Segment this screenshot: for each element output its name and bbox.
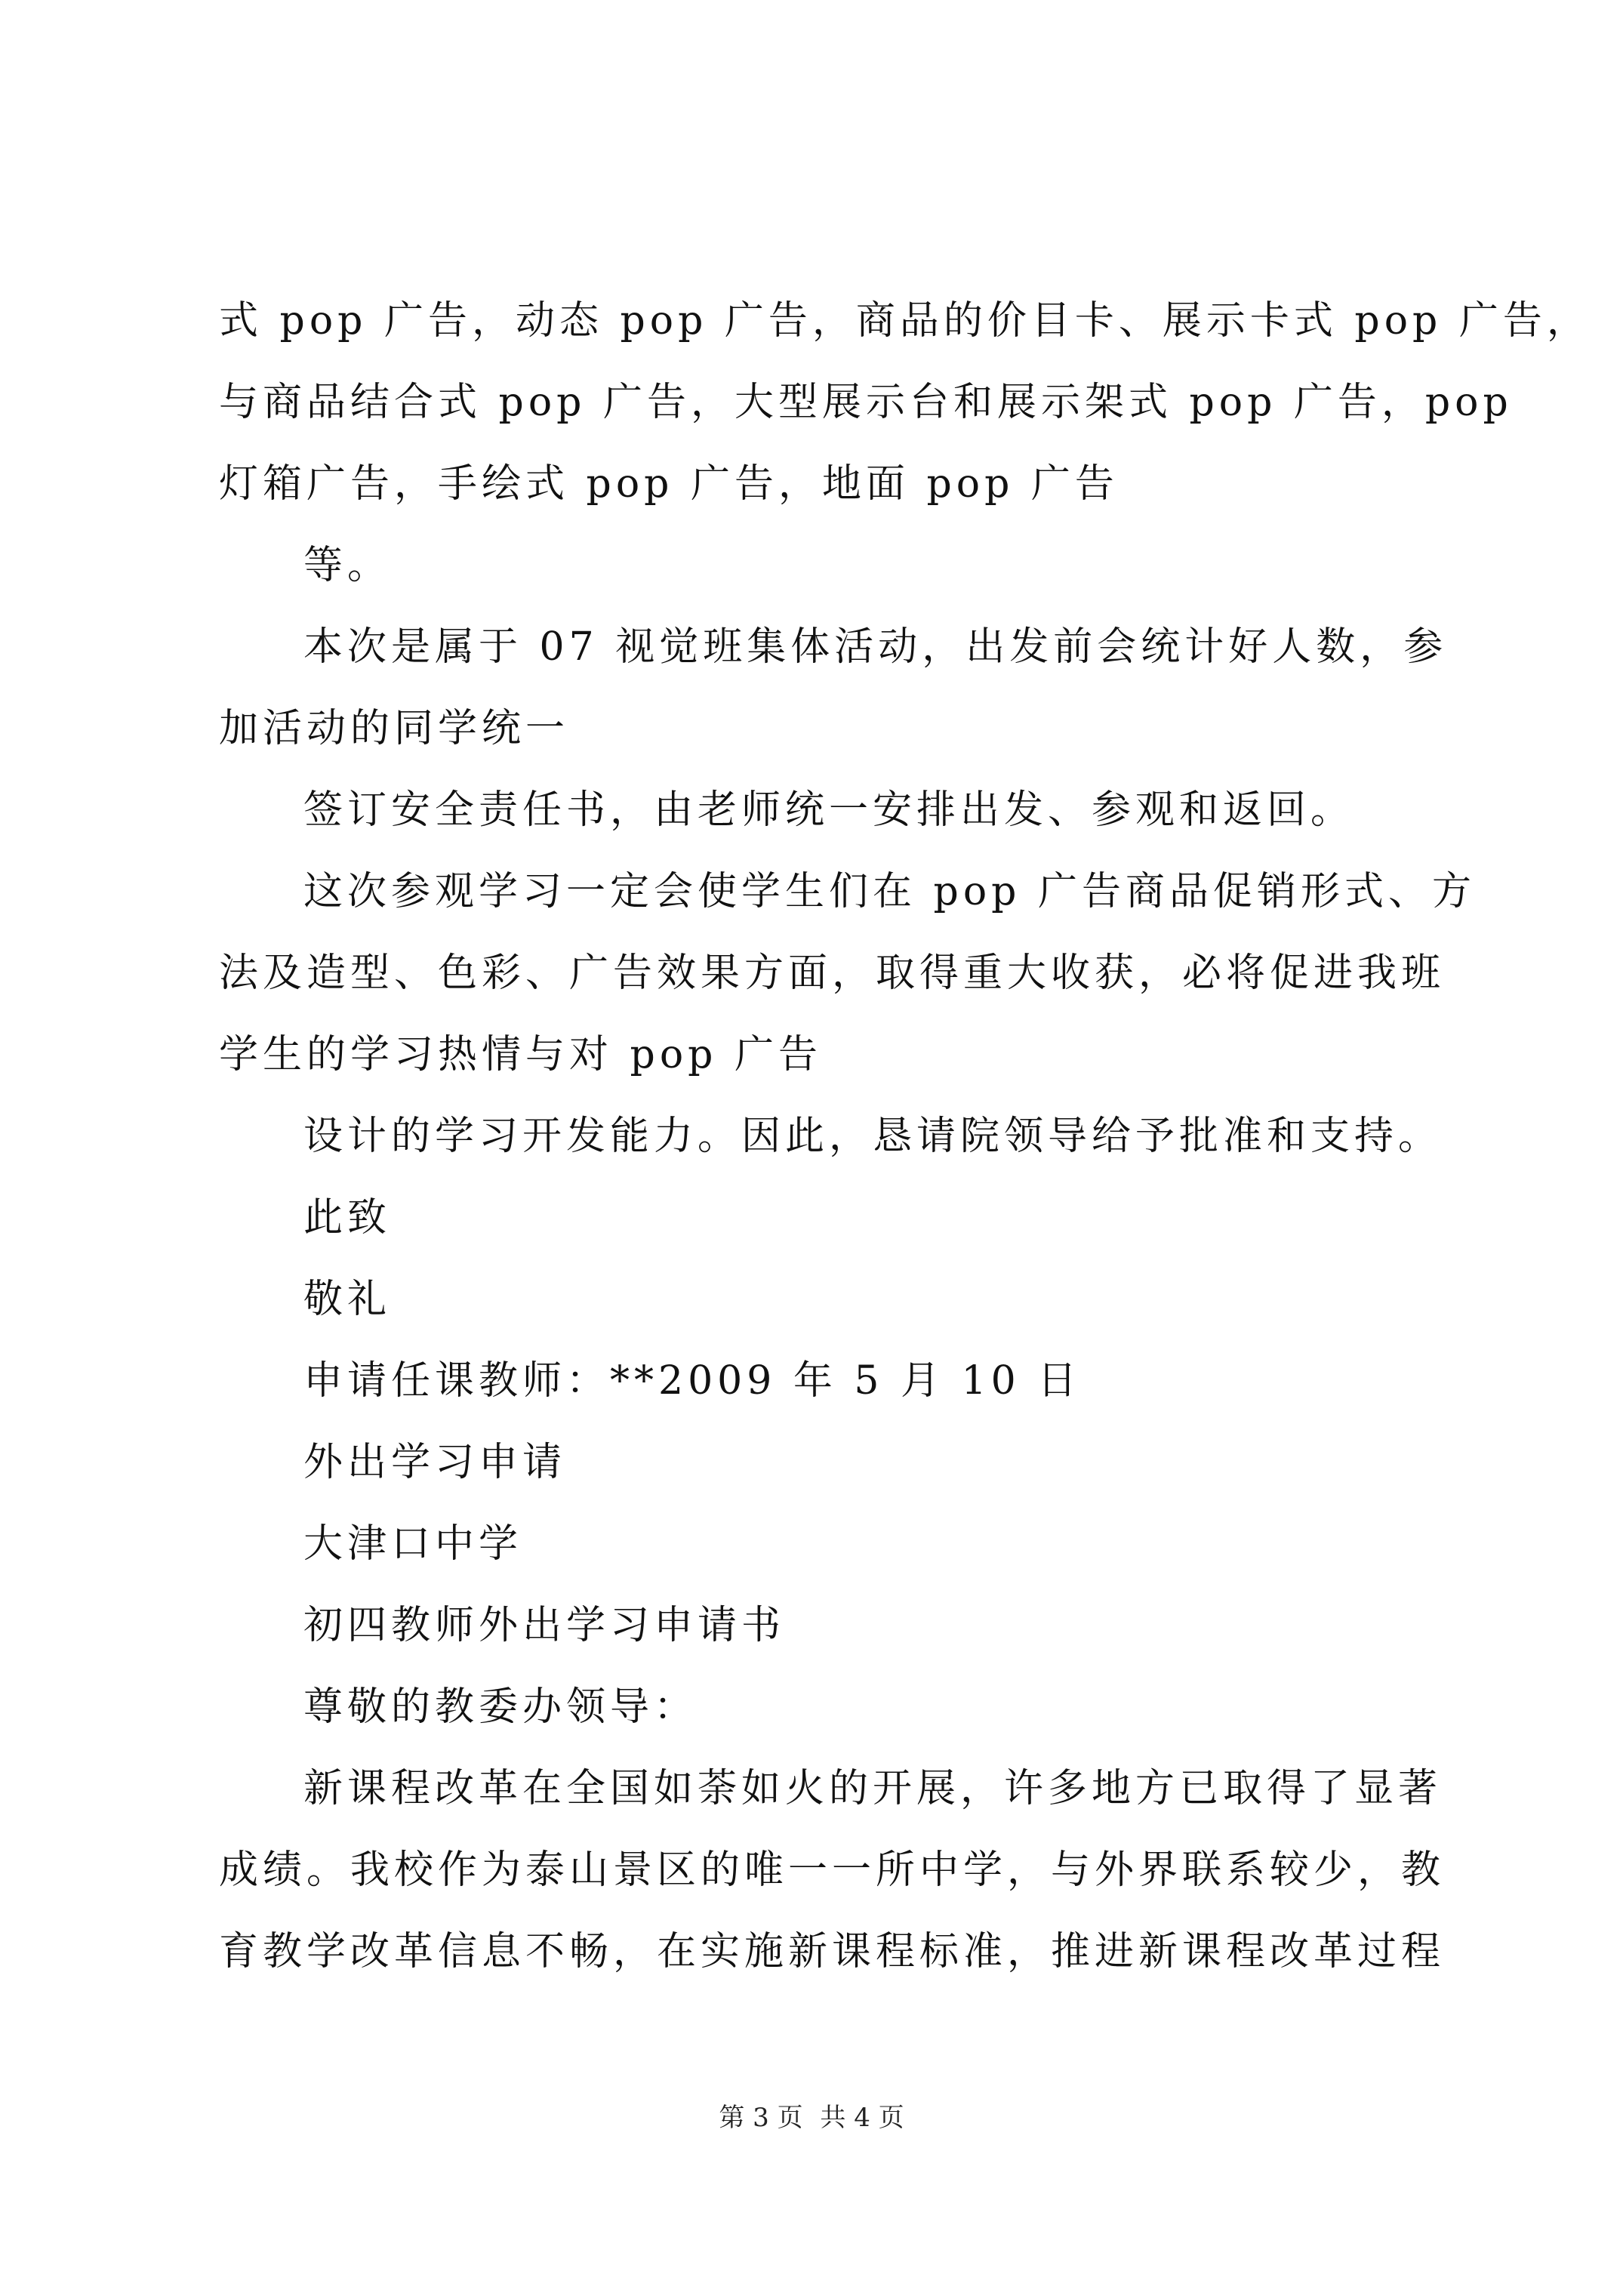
page-number: 第 3 页 [719,2103,803,2133]
text-line: 设计的学习开发能力。因此，恳请院领导给予批准和支持。 [303,1114,1443,1159]
page-footer [0,2103,1623,2133]
text-line: 签订安全责任书，由老师统一安排出发、参观和返回。 [303,787,1355,833]
text-line: 本次是属于 07 视觉班集体活动，出发前会统计好人数，参 [303,624,1448,670]
text-line: 式 pop 广告，动态 pop 广告，商品的价目卡、展示卡式 pop 广告， [219,298,1591,344]
text-line: 成绩。我校作为泰山景区的唯一一所中学，与外界联系较少，教 [219,1848,1446,1893]
text-line: 加活动的同学统一 [219,706,570,751]
text-line: 灯箱广告，手绘式 pop 广告，地面 pop 广告 [219,461,1119,507]
text-line: 这次参观学习一定会使学生们在 pop 广告商品促销形式、方 [303,869,1476,914]
school-name: 大津口中学 [303,1521,523,1567]
text-line: 学生的学习热情与对 pop 广告 [219,1032,822,1077]
section-title: 外出学习申请 [303,1440,567,1485]
signature-line: 申请任课教师：**2009 年 5 月 10 日 [303,1358,1082,1404]
document-title: 初四教师外出学习申请书 [303,1603,786,1648]
text-line: 等。 [303,543,392,588]
salutation-line: 此致 [303,1195,392,1240]
text-line: 育教学改革信息不畅，在实施新课程标准，推进新课程改革过程 [219,1929,1446,1974]
addressee-line: 尊敬的教委办领导： [303,1684,698,1730]
text-line: 法及造型、色彩、广告效果方面，取得重大收获，必将促进我班 [219,951,1446,996]
text-line: 与商品结合式 pop 广告，大型展示台和展示架式 pop 广告，pop [219,380,1513,425]
salutation-line: 敬礼 [303,1277,392,1322]
page-total: 共 4 页 [820,2103,904,2133]
text-line: 新课程改革在全国如荼如火的开展，许多地方已取得了显著 [303,1766,1443,1811]
